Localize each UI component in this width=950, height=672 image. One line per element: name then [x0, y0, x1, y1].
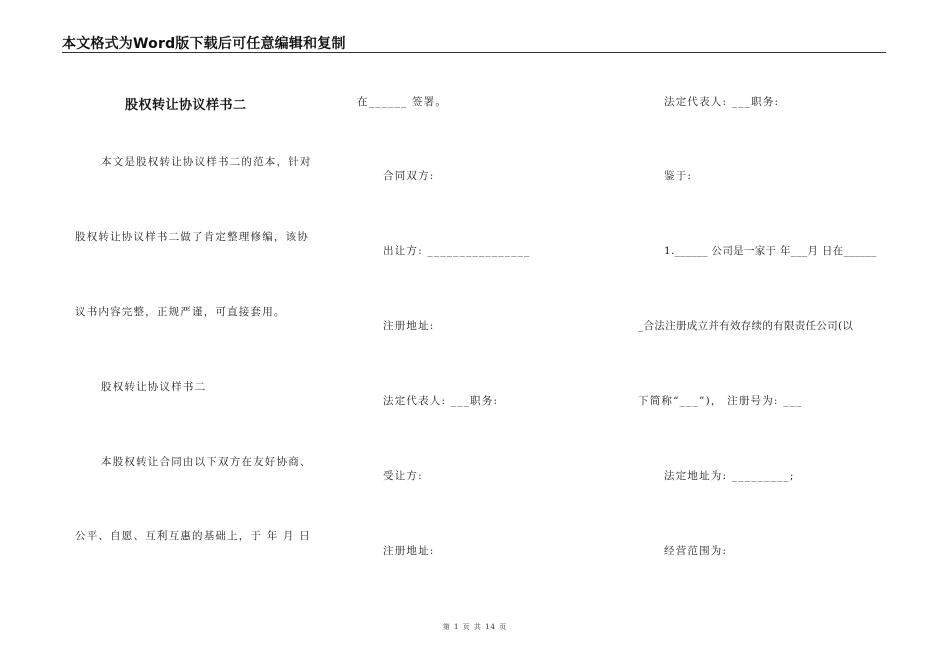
paragraph-line: 受让方:: [383, 470, 423, 482]
paragraph-line: 1.______ 公司是一家于 年___月 日在______: [664, 245, 877, 257]
paragraph-line: 议书内容完整，正规严谨，可直接套用。: [75, 306, 286, 318]
section-heading: 股权转让协议样书二: [101, 381, 207, 393]
page-number: 第 1 页 共 14 页: [442, 623, 508, 631]
column-1: [75, 0, 325, 672]
paragraph-line: 法定代表人: ___职务:: [664, 96, 780, 108]
paragraph-line: 公平、自愿、互利互惠的基础上，于 年 月 日: [75, 530, 311, 542]
paragraph-line: 股权转让协议样书二做了肯定整理修编，该协: [75, 231, 309, 243]
paragraph-line: 法定代表人: ___职务:: [383, 395, 499, 407]
paragraph-line: 合同双方:: [383, 170, 435, 182]
column-2: [357, 0, 617, 672]
column-3: [638, 0, 888, 672]
paragraph-line: 注册地址:: [383, 545, 435, 557]
paragraph-line: 本股权转让合同由以下双方在友好协商、: [101, 456, 312, 468]
paragraph-line: 本文是股权转让协议样书二的范本，针对: [101, 156, 312, 168]
paragraph-line: 在______ 签署。: [357, 96, 448, 108]
header-banner: 本文格式为Word版下载后可任意编辑和复制: [62, 36, 346, 52]
document-title: 股权转让协议样书二: [125, 98, 247, 113]
paragraph-line: 下简称“___”)， 注册号为: ___: [638, 395, 803, 407]
paragraph-line: 鉴于:: [664, 170, 693, 182]
paragraph-line: 出让方: ________________: [383, 245, 531, 257]
paragraph-line: 注册地址:: [383, 320, 435, 332]
paragraph-line: _合法注册成立并有效存续的有限责任公司(以: [638, 320, 854, 332]
paragraph-line: 法定地址为: _________;: [664, 470, 795, 482]
paragraph-line: 经营范围为:: [664, 545, 728, 557]
